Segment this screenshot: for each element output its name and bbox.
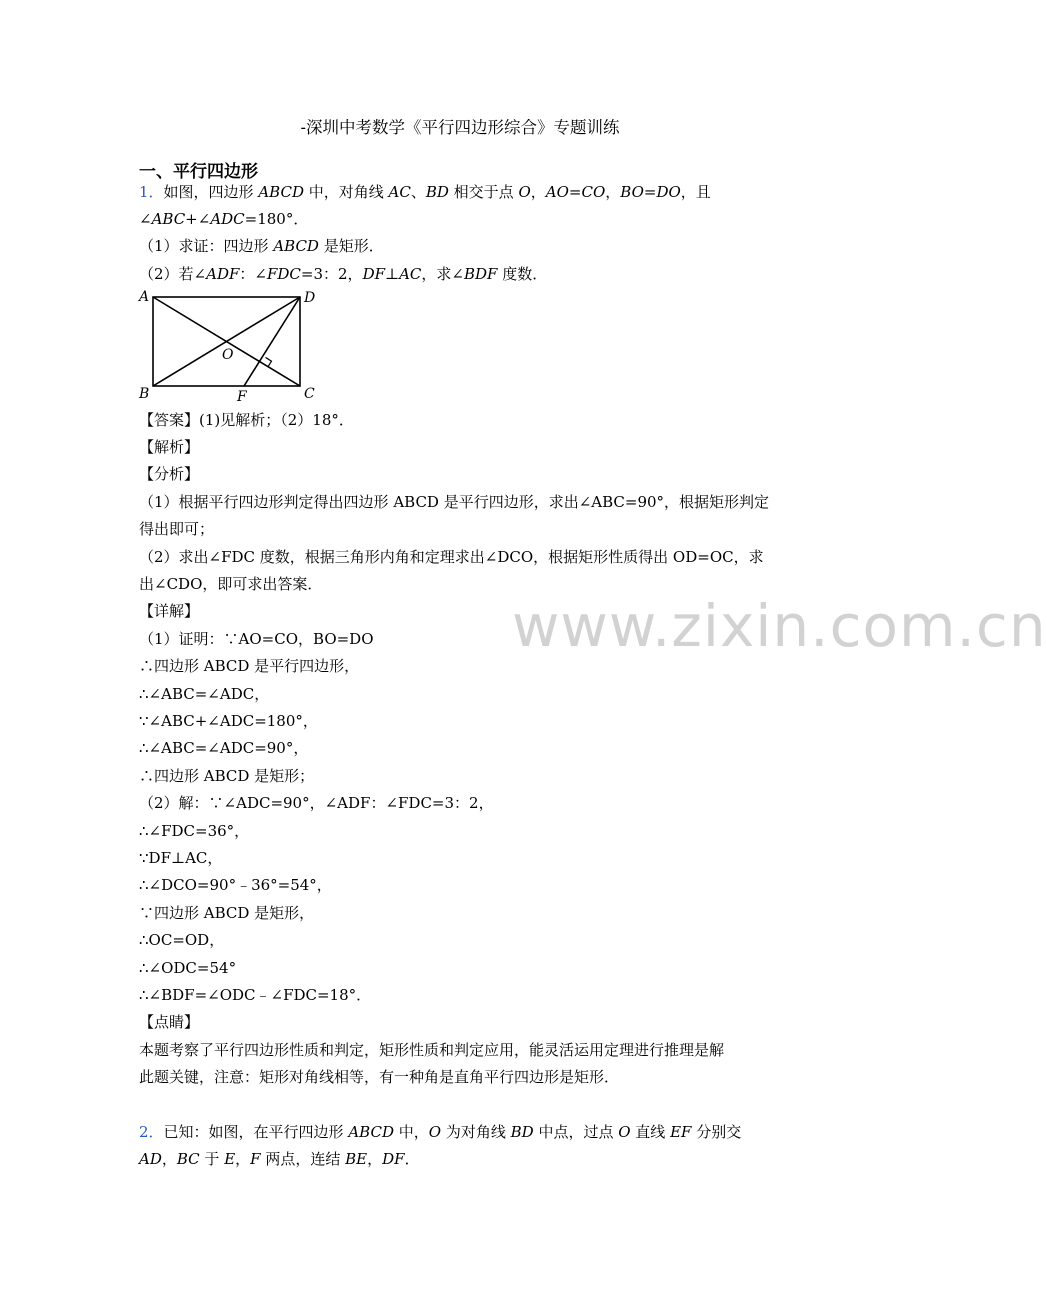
text: 、 bbox=[410, 183, 426, 201]
text: BC bbox=[176, 1150, 200, 1168]
text: FDC bbox=[266, 265, 301, 283]
analysis-1a: （1）根据平行四边形判定得出四边形 ABCD 是平行四边形，求出∠ABC=90°，根据矩形判定 bbox=[139, 493, 770, 511]
step-line: ∴∠BDF=∠ODC﹣∠FDC=18°． bbox=[139, 986, 372, 1004]
text: O bbox=[518, 183, 531, 201]
text: ，求∠ bbox=[421, 265, 464, 283]
q1-part2 bbox=[139, 264, 547, 284]
text: 度数． bbox=[497, 265, 548, 283]
text: =180°． bbox=[244, 210, 309, 228]
text: DF bbox=[382, 1150, 405, 1168]
segment-df bbox=[244, 297, 300, 386]
q1-stem-line1 bbox=[139, 182, 711, 202]
jiexi-heading: 【解析】 bbox=[139, 438, 200, 456]
text: ：∠ bbox=[239, 265, 267, 283]
text: ∠ABC+∠ADC bbox=[139, 210, 245, 228]
label-o: O bbox=[222, 347, 234, 363]
text: 中， bbox=[393, 1123, 429, 1141]
step-line: （1）证明：∵AO=CO，BO=DO bbox=[139, 630, 374, 648]
text: BO=DO bbox=[620, 183, 681, 201]
text: 中，对角线 bbox=[303, 183, 389, 201]
text: =3：2， bbox=[300, 265, 363, 283]
text: E bbox=[224, 1150, 236, 1168]
text: F bbox=[250, 1150, 261, 1168]
text: BD bbox=[510, 1123, 534, 1141]
text: O bbox=[428, 1123, 442, 1141]
step-line: ∴四边形 ABCD 是平行四边形， bbox=[139, 657, 360, 675]
step-line: （2）解：∵∠ADC=90°，∠ADF：∠FDC=3：2， bbox=[139, 794, 494, 812]
q1-stem-line2 bbox=[139, 209, 308, 229]
text: ， bbox=[367, 1150, 383, 1168]
text: 分别交 bbox=[691, 1123, 742, 1141]
comment-line-1: 本题考察了平行四边形性质和判定，矩形性质和判定应用，能灵活运用定理进行推理是解 bbox=[139, 1041, 725, 1059]
text: 直线 bbox=[630, 1123, 671, 1141]
text: BDF bbox=[464, 265, 498, 283]
section-heading: 一、平行四边形 bbox=[139, 162, 258, 182]
step-line: ∵∠ABC+∠ADC=180°， bbox=[139, 712, 318, 730]
text: （2）若∠ bbox=[139, 265, 207, 283]
step-line: ∴∠ABC=∠ADC， bbox=[139, 685, 270, 703]
text: ADF bbox=[206, 265, 240, 283]
xiangjie-heading: 【详解】 bbox=[139, 602, 200, 620]
label-d: D bbox=[304, 290, 316, 306]
label-a: A bbox=[139, 289, 150, 305]
text: 中点，过点 bbox=[533, 1123, 619, 1141]
analysis-2a: （2）求出∠FDC 度数，根据三角形内角和定理求出∠DCO，根据矩形性质得出 OD=OC，求 bbox=[139, 548, 764, 566]
text: DF⊥AC bbox=[362, 265, 422, 283]
text: ， bbox=[235, 1150, 251, 1168]
text: 是矩形． bbox=[318, 237, 384, 255]
dianjing-heading: 【点睛】 bbox=[139, 1013, 200, 1031]
text: BD bbox=[425, 183, 449, 201]
text: ， bbox=[161, 1150, 177, 1168]
step-line: ∴∠DCO=90°﹣36°=54°， bbox=[139, 876, 332, 894]
label-b: B bbox=[139, 386, 150, 402]
text: （1）求证：四边形 bbox=[139, 237, 274, 255]
step-line: ∴∠FDC=36°， bbox=[139, 822, 250, 840]
step-line: ∴∠ODC=54° bbox=[139, 959, 237, 977]
step-line: ∴四边形 ABCD 是矩形； bbox=[139, 767, 315, 785]
text: ，且 bbox=[680, 183, 711, 201]
watermark: www.zixin.com.cn bbox=[512, 592, 1047, 660]
q1-number: 1． bbox=[139, 183, 164, 201]
q1-part1 bbox=[139, 236, 384, 256]
analysis-1b: 得出即可； bbox=[139, 520, 215, 538]
rectangle-figure bbox=[136, 284, 336, 404]
text: 相交于点 bbox=[448, 183, 519, 201]
q2-stem-line2 bbox=[139, 1149, 420, 1169]
text: ABCD bbox=[348, 1123, 394, 1141]
step-line: ∴∠ABC=∠ADC=90°， bbox=[139, 739, 309, 757]
label-c: C bbox=[304, 386, 315, 402]
page-title: -深圳中考数学《平行四边形综合》专题训练 bbox=[300, 118, 620, 137]
q2-number: 2． bbox=[139, 1123, 164, 1141]
text: EF bbox=[670, 1123, 692, 1141]
text: ． bbox=[404, 1150, 420, 1168]
text: AC bbox=[388, 183, 411, 201]
text: 已知：如图，在平行四边形 bbox=[163, 1123, 349, 1141]
text: AO=CO bbox=[545, 183, 606, 201]
q2-stem-line1 bbox=[139, 1122, 741, 1142]
fenxi-heading: 【分析】 bbox=[139, 465, 200, 483]
analysis-2b: 出∠CDO，即可求出答案． bbox=[139, 575, 323, 593]
answer-line: 【答案】(1)见解析；（2）18°． bbox=[139, 411, 354, 429]
text: O bbox=[618, 1123, 631, 1141]
text: 如图，四边形 bbox=[163, 183, 259, 201]
text: 于 bbox=[199, 1150, 225, 1168]
step-line: ∴OC=OD， bbox=[139, 931, 225, 949]
text: ABCD bbox=[273, 237, 319, 255]
text: BE bbox=[345, 1150, 368, 1168]
text: 为对角线 bbox=[441, 1123, 511, 1141]
text: 两点，连结 bbox=[260, 1150, 346, 1168]
text: AD bbox=[139, 1150, 162, 1168]
text: ABCD bbox=[258, 183, 304, 201]
text: ， bbox=[530, 183, 546, 201]
step-line: ∵DF⊥AC， bbox=[139, 849, 223, 867]
label-f: F bbox=[237, 389, 247, 405]
step-line: ∵四边形 ABCD 是矩形， bbox=[139, 904, 315, 922]
comment-line-2: 此题关键，注意：矩形对角线相等，有一种角是直角平行四边形是矩形． bbox=[139, 1068, 620, 1086]
text: ， bbox=[605, 183, 621, 201]
